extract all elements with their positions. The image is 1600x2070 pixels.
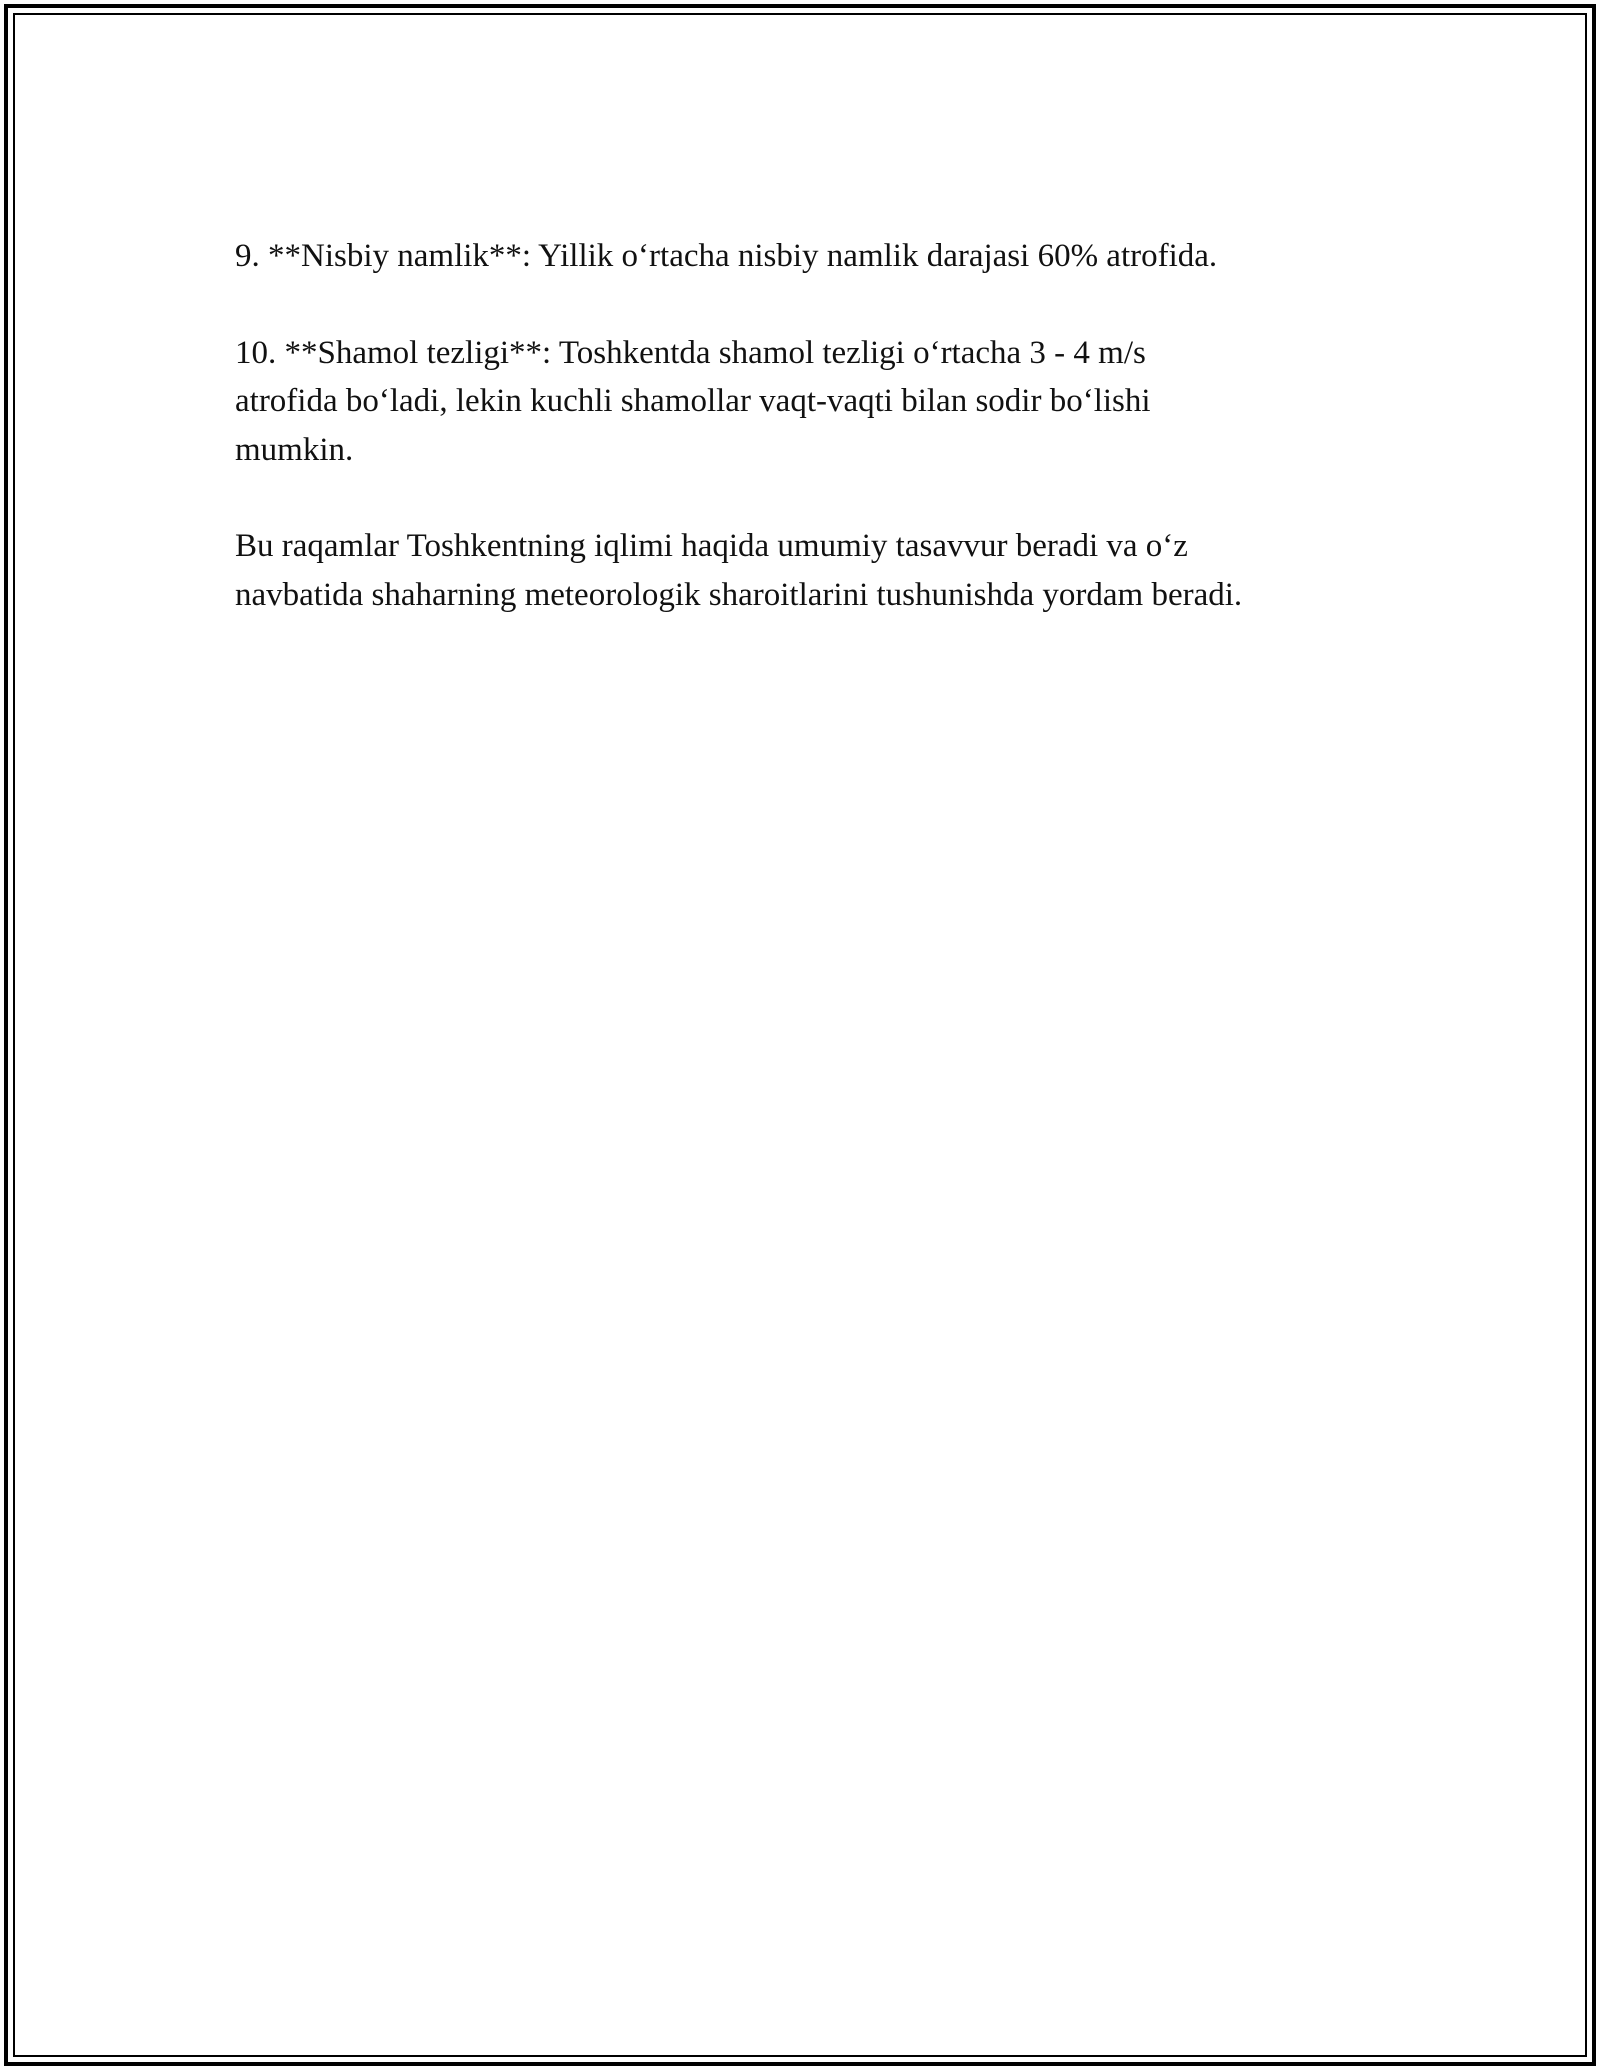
paragraph-wind-speed: 10. **Shamol tezligi**: Toshkentda shamol tezligi o‘rtacha 3 - 4 m/s atrofida bo‘ladi, lekin kuchli shamollar vaqt-vaqti bilan sodir bo‘lishi mumkin. [235, 334, 1151, 468]
document-body [235, 232, 1385, 667]
paragraph-conclusion: Bu raqamlar Toshkentning iqlimi haqida umumiy tasavvur beradi va o‘z navbatida shaharning meteorologik sharoitlarini tushunishda yordam beradi. [235, 528, 1243, 613]
paragraph-relative-humidity: 9. **Nisbiy namlik**: Yillik o‘rtacha nisbiy namlik darajasi 60% atrofida. [235, 238, 1218, 274]
